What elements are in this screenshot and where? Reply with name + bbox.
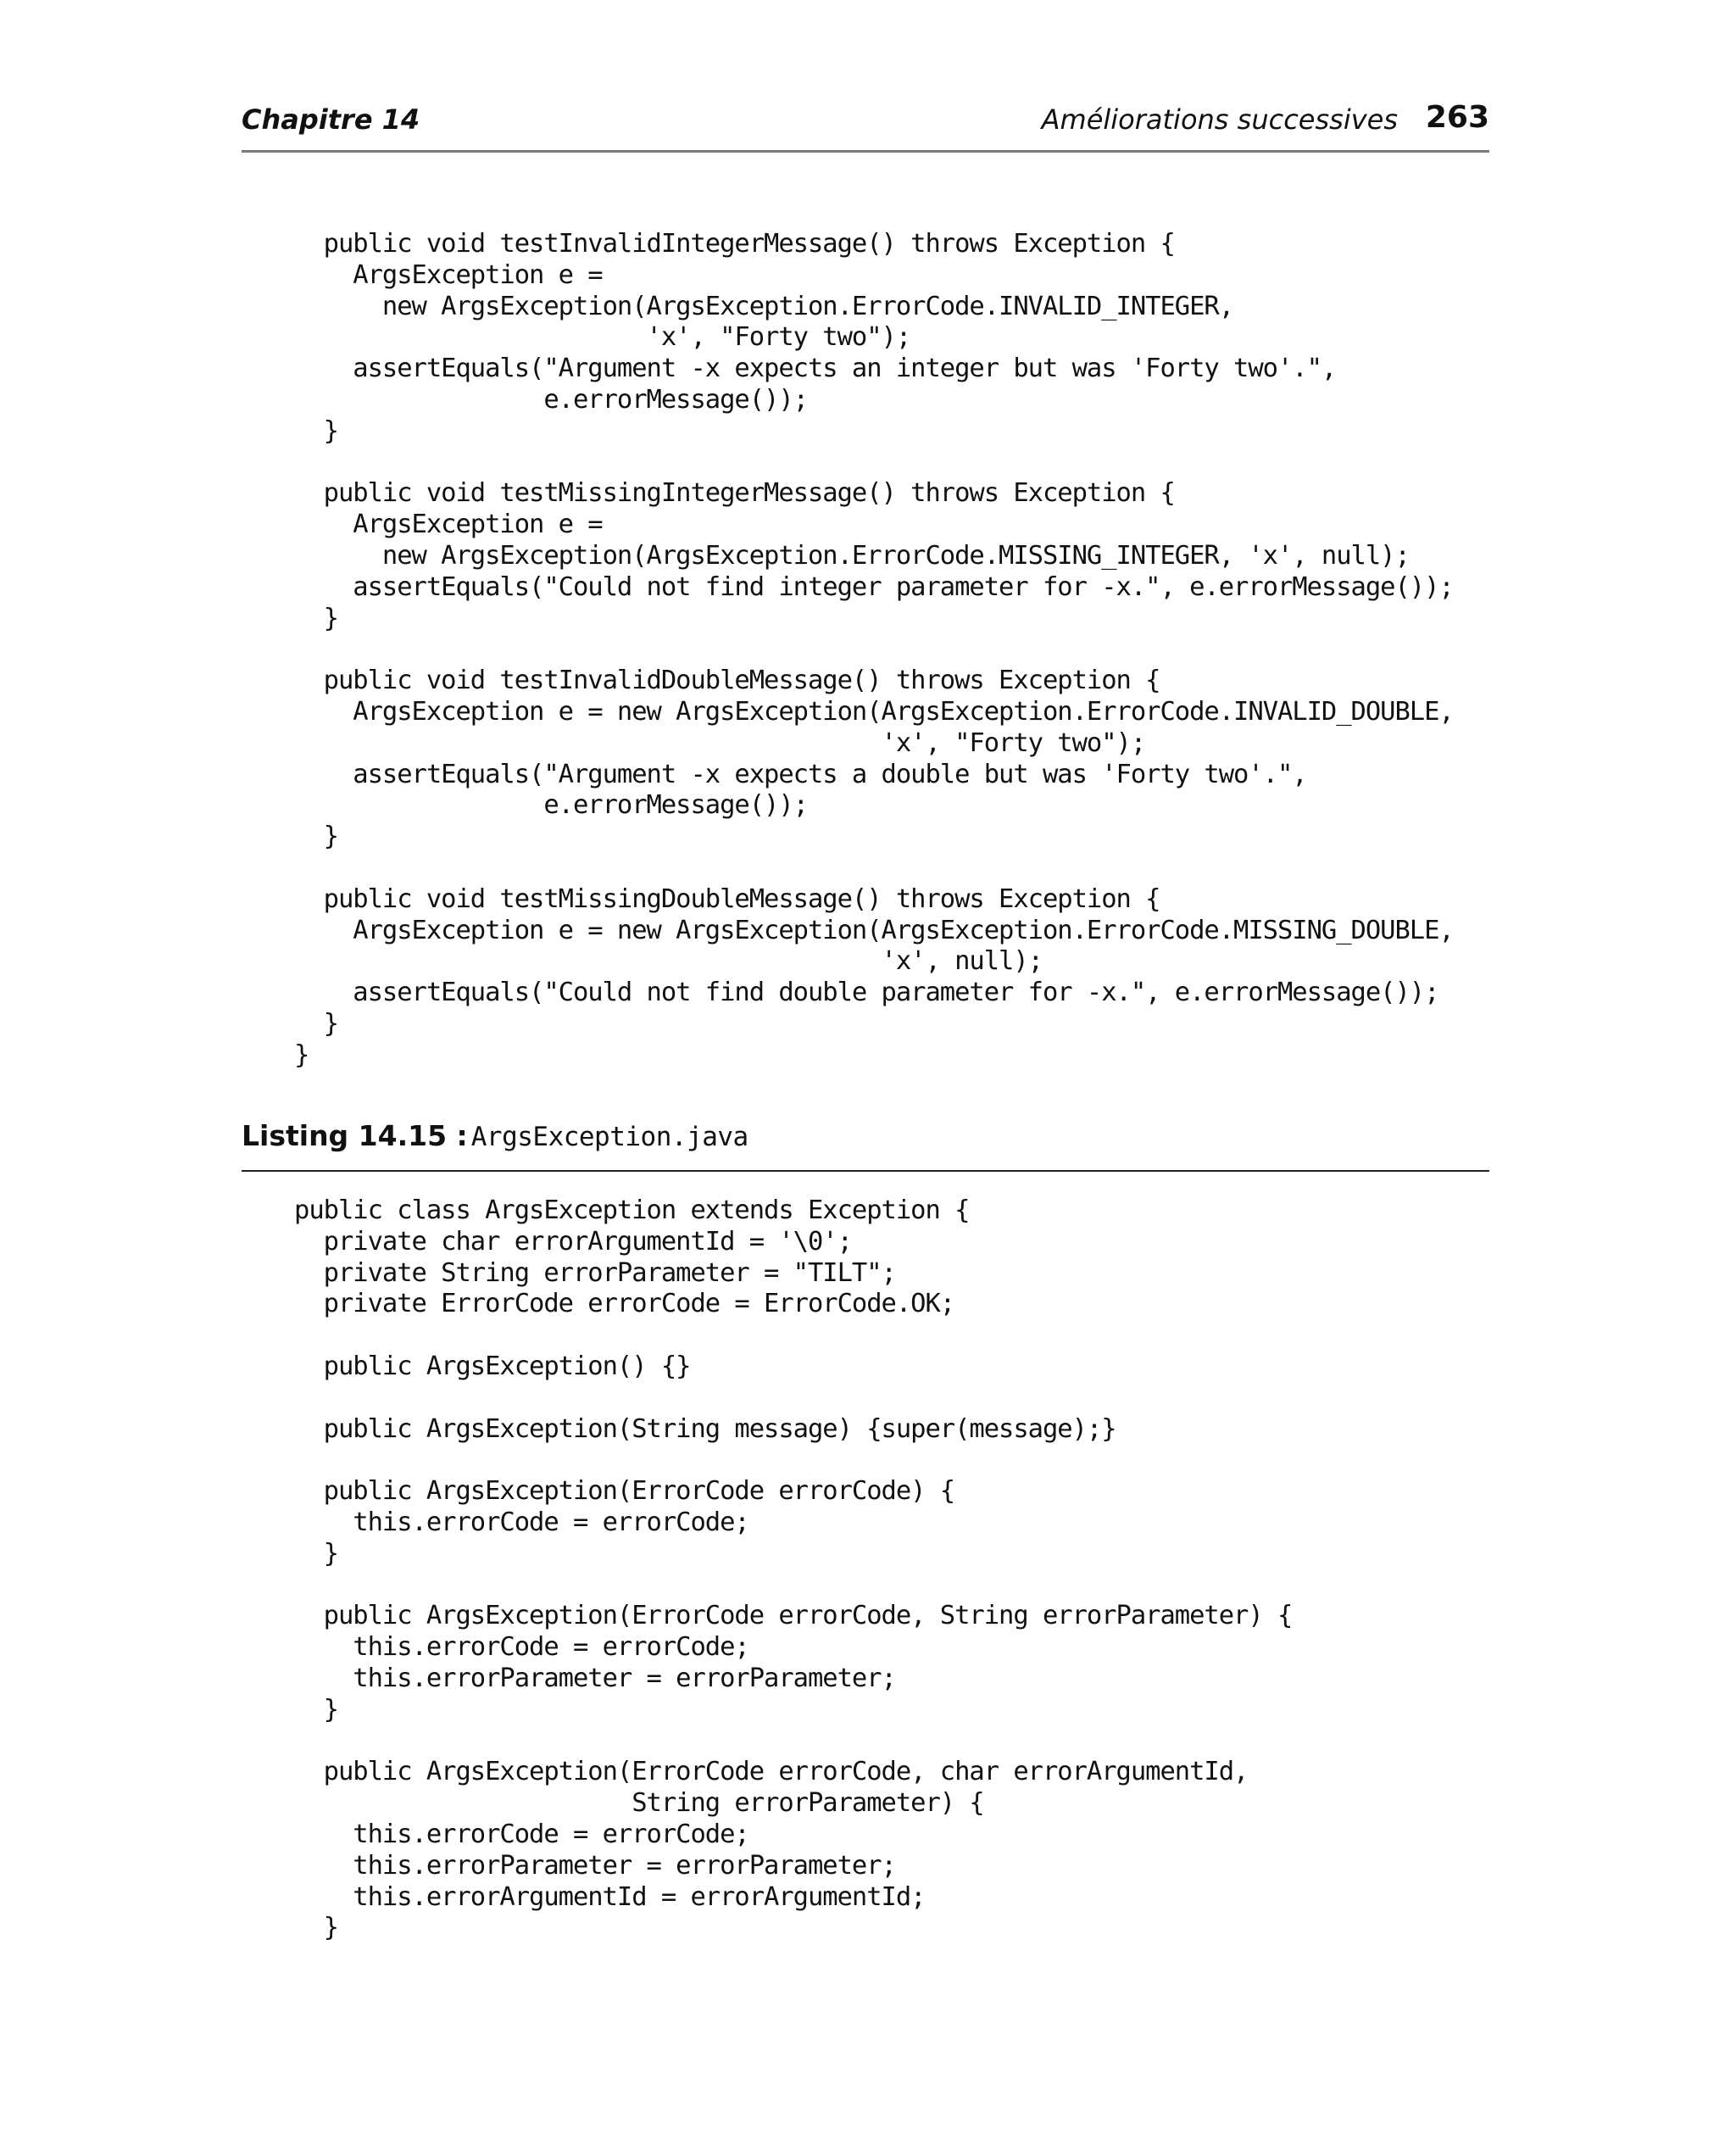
- code-line: private char errorArgumentId = '\0';: [294, 1226, 852, 1257]
- code-line: public void testInvalidIntegerMessage() throws Exception {: [294, 229, 1175, 259]
- code-line: assertEquals("Could not find integer parameter for -x.", e.errorMessage());: [294, 571, 1454, 602]
- chapter-label: Chapitre 14: [242, 103, 420, 136]
- code-line: public void testInvalidDoubleMessage() throws Exception {: [294, 666, 1160, 696]
- code-line: this.errorParameter = errorParameter;: [294, 1850, 896, 1881]
- code-line: this.errorParameter = errorParameter;: [294, 1663, 896, 1693]
- code-line: 'x', null);: [294, 946, 1043, 977]
- code-line: public void testMissingIntegerMessage() throws Exception {: [294, 478, 1175, 509]
- page-header: [242, 98, 1489, 140]
- page-number: 263: [1425, 100, 1489, 135]
- listing-divider: [242, 1170, 1489, 1172]
- header-divider: [242, 150, 1489, 153]
- code-line: public class ArgsException extends Exception {: [294, 1195, 970, 1225]
- listing-caption: [242, 1117, 748, 1155]
- code-line: }: [294, 1694, 338, 1725]
- code-line: new ArgsException(ArgsException.ErrorCode.MISSING_INTEGER, 'x', null);: [294, 540, 1410, 571]
- code-line: 'x', "Forty two");: [294, 322, 911, 353]
- code-line: this.errorCode = errorCode;: [294, 1819, 749, 1849]
- code-line: private ErrorCode errorCode = ErrorCode.OK;: [294, 1289, 955, 1319]
- code-line: }: [294, 822, 338, 852]
- code-line: }: [294, 415, 338, 446]
- code-line: e.errorMessage());: [294, 790, 808, 821]
- code-line: e.errorMessage());: [294, 384, 808, 415]
- code-line: public ArgsException() {}: [294, 1351, 691, 1381]
- code-line: }: [294, 1913, 338, 1943]
- listing-filename: ArgsException.java: [470, 1122, 748, 1152]
- code-line: private String errorParameter = "TILT";: [294, 1257, 896, 1288]
- code-line: String errorParameter) {: [294, 1788, 984, 1819]
- code-block-continued: [294, 229, 1454, 1072]
- code-line: ArgsException e = new ArgsException(ArgsException.ErrorCode.INVALID_DOUBLE,: [294, 696, 1454, 727]
- code-line: public ArgsException(String message) {super(message);}: [294, 1413, 1116, 1444]
- code-line: this.errorArgumentId = errorArgumentId;: [294, 1881, 926, 1912]
- code-line: }: [294, 1008, 338, 1039]
- code-line: }: [294, 1039, 309, 1070]
- code-line: this.errorCode = errorCode;: [294, 1632, 749, 1663]
- code-line: 'x', "Forty two");: [294, 727, 1146, 758]
- code-line: this.errorCode = errorCode;: [294, 1507, 749, 1537]
- code-line: new ArgsException(ArgsException.ErrorCode.INVALID_INTEGER,: [294, 291, 1234, 321]
- code-line: ArgsException e =: [294, 259, 603, 290]
- listing-label: Listing 14.15 :: [242, 1119, 468, 1152]
- code-line: assertEquals("Argument -x expects a double but was 'Forty two'.",: [294, 759, 1307, 789]
- code-line: public ArgsException(ErrorCode errorCode) {: [294, 1476, 955, 1507]
- code-line: public ArgsException(ErrorCode errorCode, String errorParameter) {: [294, 1601, 1293, 1631]
- code-block-listing: [294, 1195, 1292, 1944]
- code-line: ArgsException e =: [294, 510, 603, 540]
- code-line: public void testMissingDoubleMessage() throws Exception {: [294, 883, 1160, 914]
- code-line: assertEquals("Argument -x expects an integer but was 'Forty two'.",: [294, 354, 1337, 384]
- section-title: Améliorations successives: [1041, 103, 1398, 136]
- code-line: assertEquals("Could not find double parameter for -x.", e.errorMessage());: [294, 978, 1439, 1008]
- code-line: }: [294, 603, 338, 633]
- code-line: }: [294, 1538, 338, 1569]
- code-line: public ArgsException(ErrorCode errorCode, char errorArgumentId,: [294, 1757, 1249, 1787]
- code-line: ArgsException e = new ArgsException(ArgsException.ErrorCode.MISSING_DOUBLE,: [294, 915, 1454, 945]
